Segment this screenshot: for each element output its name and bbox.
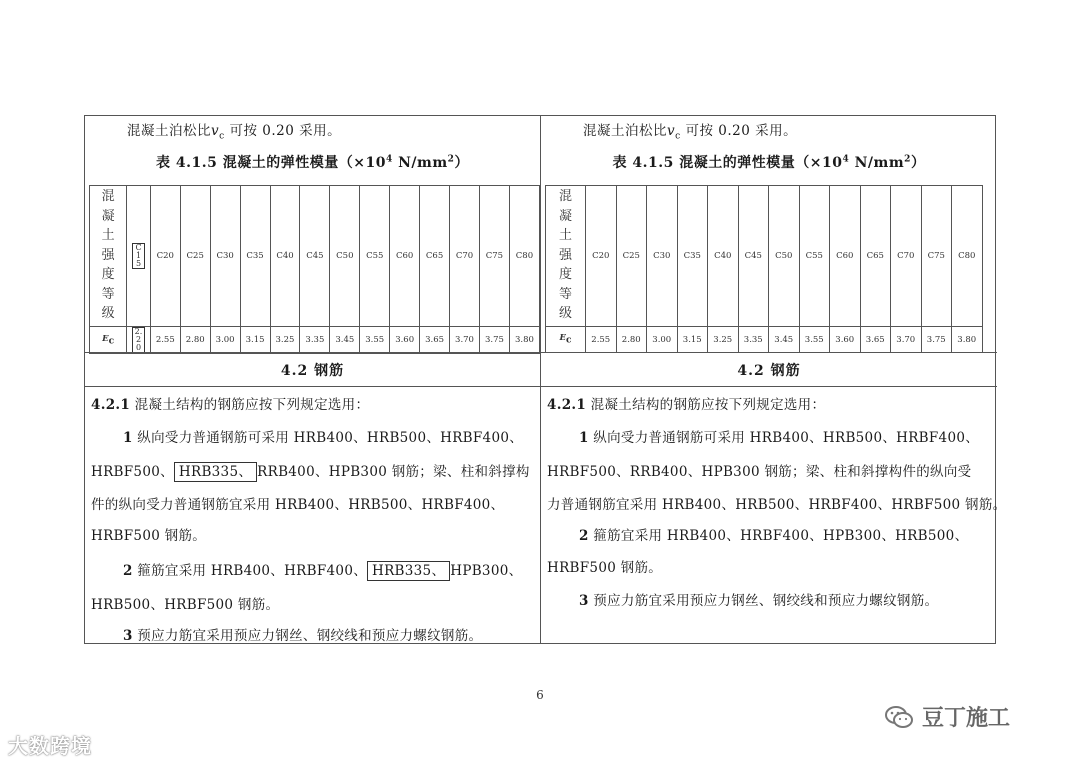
right-section-title: 4.2 钢筋 <box>737 363 801 379</box>
modulus-value-cell: 3.15 <box>240 327 270 354</box>
grade-cell: C25 <box>180 186 210 327</box>
modulus-value-cell: 3.15 <box>677 327 708 353</box>
grade-cell: C50 <box>769 186 800 327</box>
modulus-value-cell: 3.35 <box>300 327 330 354</box>
right-column <box>541 116 1007 643</box>
section-divider-mid <box>541 386 997 387</box>
ec-header <box>546 327 586 353</box>
grade-cell: C30 <box>647 186 678 327</box>
item-number: 2 <box>123 563 133 579</box>
value-row <box>546 327 983 353</box>
ec-header <box>90 327 127 354</box>
left-elastic-table <box>89 185 540 354</box>
boxed-value: 2.20 <box>132 327 145 353</box>
grade-cell: C65 <box>860 186 891 327</box>
item-text: RRB400、HPB300 钢筋；梁、柱和斜撑构 <box>257 464 530 480</box>
modulus-value-cell: 3.25 <box>708 327 739 353</box>
clause-number: 4.2.1 <box>91 397 131 413</box>
grade-cell: C25 <box>616 186 647 327</box>
modulus-value-cell: 2.80 <box>180 327 210 354</box>
page-number: 6 <box>536 688 544 702</box>
item-text: 纵向受力普通钢筋可采用 HRB400、HRB500、HRBF400、 <box>132 430 524 446</box>
modulus-value-cell: 3.65 <box>860 327 891 353</box>
grade-cell: C45 <box>738 186 769 327</box>
modulus-value-cell: 3.00 <box>647 327 678 353</box>
left-para-1 <box>123 426 563 446</box>
modulus-value-cell: 3.75 <box>479 327 509 354</box>
watermark-left: 大数跨境 <box>8 734 92 758</box>
grade-cell: C55 <box>360 186 390 327</box>
title-sup: 4 <box>385 154 393 165</box>
wechat-icon <box>884 704 914 730</box>
watermark-right-text: 豆丁施工 <box>922 706 1011 731</box>
title-end: ） <box>454 155 469 171</box>
intro-var: v <box>211 123 220 139</box>
grade-cell: C20 <box>586 186 617 327</box>
grade-cell: C65 <box>420 186 450 327</box>
intro-text-end: 可按 0.20 采用。 <box>685 123 798 139</box>
right-para-1 <box>579 426 1019 446</box>
grade-header-text: 混凝土强度等级 <box>558 189 572 321</box>
modulus-value-cell: 3.00 <box>210 327 240 354</box>
item-text: HRBF500、 <box>91 464 174 480</box>
modulus-value-cell: 3.75 <box>921 327 952 353</box>
modulus-value-cell: 3.70 <box>891 327 922 353</box>
modulus-value-cell: 3.60 <box>830 327 861 353</box>
grade-cell: C40 <box>708 186 739 327</box>
clause-text: 混凝土结构的钢筋应按下列规定选用： <box>130 397 370 413</box>
boxed-grade-cell <box>127 186 151 327</box>
left-para-3 <box>123 624 563 644</box>
grade-row <box>546 186 983 327</box>
grade-cell: C70 <box>891 186 922 327</box>
title-text: 表 4.1.5 混凝土的弹性模量（×10 <box>156 155 386 171</box>
clause-number: 4.2.1 <box>547 397 587 413</box>
grade-cell: C80 <box>509 186 539 327</box>
item-text: 箍筋宜采用 HRB400、HRBF400、HPB300、HRB500、 <box>588 528 969 544</box>
modulus-value-cell: 3.45 <box>330 327 360 354</box>
title-unit: N/mm <box>392 155 448 171</box>
right-elastic-table <box>545 185 983 353</box>
left-para-421 <box>91 393 531 413</box>
boxed-deleted-text: HRB335、 <box>174 462 257 482</box>
left-intro <box>127 119 341 142</box>
grade-cell: C75 <box>921 186 952 327</box>
grade-cell: C35 <box>240 186 270 327</box>
item-number: 1 <box>123 430 133 446</box>
grade-cell: C55 <box>799 186 830 327</box>
intro-var: v <box>667 123 676 139</box>
grade-cell: C75 <box>479 186 509 327</box>
left-para-2 <box>123 559 563 579</box>
modulus-value-cell: 2.80 <box>616 327 647 353</box>
comparison-frame <box>84 115 1007 644</box>
right-para-3 <box>579 589 1019 609</box>
right-para-1c: 力普通钢筋宜采用 HRB400、HRB500、HRBF400、HRBF500 钢筋。 <box>547 497 1007 513</box>
item-text: HPB300、 <box>450 563 523 579</box>
left-table-title <box>85 152 540 172</box>
intro-text: 混凝土泊松比 <box>583 123 667 139</box>
modulus-value-cell: 2.55 <box>150 327 180 354</box>
ec-sub: c <box>566 335 572 346</box>
section-divider-mid <box>85 386 540 387</box>
left-para-1c: 件的纵向受力普通钢筋宜采用 HRB400、HRB500、HRBF400、 <box>91 497 505 513</box>
modulus-value-cell: 3.45 <box>769 327 800 353</box>
right-para-1b: HRBF500、RRB400、HPB300 钢筋；梁、柱和斜撑构件的纵向受 <box>547 464 972 480</box>
title-text: 表 4.1.5 混凝土的弹性模量（×10 <box>612 155 843 171</box>
item-text: 纵向受力普通钢筋可采用 HRB400、HRB500、HRBF400、 <box>588 430 980 446</box>
right-intro <box>583 119 797 142</box>
boxed-grade: C15 <box>132 243 145 269</box>
item-text: 预应力筋宜采用预应力钢丝、钢绞线和预应力螺纹钢筋。 <box>588 593 939 609</box>
left-para-1b <box>91 460 531 480</box>
modulus-value-cell: 3.25 <box>270 327 300 354</box>
title-end: ） <box>910 155 926 171</box>
item-number: 1 <box>579 430 589 446</box>
clause-text: 混凝土结构的钢筋应按下列规定选用： <box>586 397 826 413</box>
right-table-title <box>541 152 997 172</box>
value-row <box>90 327 540 354</box>
modulus-value-cell: 3.80 <box>509 327 539 354</box>
grade-cell: C50 <box>330 186 360 327</box>
left-section-title: 4.2 钢筋 <box>280 363 345 379</box>
intro-text: 混凝土泊松比 <box>127 123 211 139</box>
right-para-421 <box>547 393 987 413</box>
grade-cell: C60 <box>830 186 861 327</box>
intro-sub: c <box>219 131 225 142</box>
modulus-value-cell: 3.60 <box>390 327 420 354</box>
grade-cell: C45 <box>300 186 330 327</box>
title-sup2: 2 <box>447 154 455 165</box>
grade-cell: C35 <box>677 186 708 327</box>
watermark-right <box>884 701 1010 732</box>
modulus-value-cell: 2.55 <box>586 327 617 353</box>
grade-header <box>546 186 586 327</box>
intro-text-end: 可按 0.20 采用。 <box>229 123 342 139</box>
grade-cell: C40 <box>270 186 300 327</box>
right-para-2 <box>579 524 1019 544</box>
grade-row <box>90 186 540 327</box>
left-para-2b: HRB500、HRBF500 钢筋。 <box>91 597 280 613</box>
ec-symbol: E <box>559 333 566 344</box>
modulus-value-cell: 3.55 <box>799 327 830 353</box>
right-para-2b: HRBF500 钢筋。 <box>547 560 663 576</box>
modulus-value-cell: 3.65 <box>420 327 450 354</box>
grade-header-text: 混凝土强度等级 <box>101 189 115 321</box>
grade-cell: C60 <box>390 186 420 327</box>
section-divider-top <box>541 352 997 353</box>
modulus-value-cell: 3.70 <box>450 327 480 354</box>
modulus-value-cell: 3.35 <box>738 327 769 353</box>
grade-cell: C30 <box>210 186 240 327</box>
item-number: 3 <box>123 628 133 644</box>
grade-cell: C80 <box>952 186 983 327</box>
ec-sub: c <box>108 336 115 347</box>
boxed-value-cell <box>127 327 151 354</box>
title-sup2: 2 <box>904 154 911 165</box>
title-unit: N/mm <box>849 155 905 171</box>
title-sup: 4 <box>842 154 850 165</box>
item-number: 2 <box>579 528 589 544</box>
item-text: 箍筋宜采用 HRB400、HRBF400、 <box>132 563 368 579</box>
item-text: 预应力筋宜采用预应力钢丝、钢绞线和预应力螺纹钢筋。 <box>132 628 483 644</box>
left-para-1d: HRBF500 钢筋。 <box>91 528 207 544</box>
ec-symbol: E <box>102 333 109 344</box>
item-number: 3 <box>579 593 589 609</box>
section-divider-top <box>85 352 540 353</box>
boxed-deleted-text: HRB335、 <box>367 561 450 581</box>
grade-cell: C20 <box>150 186 180 327</box>
intro-sub: c <box>675 131 681 142</box>
modulus-value-cell: 3.80 <box>952 327 983 353</box>
grade-cell: C70 <box>450 186 480 327</box>
modulus-value-cell: 3.55 <box>360 327 390 354</box>
left-column <box>85 116 541 643</box>
grade-header <box>90 186 127 327</box>
